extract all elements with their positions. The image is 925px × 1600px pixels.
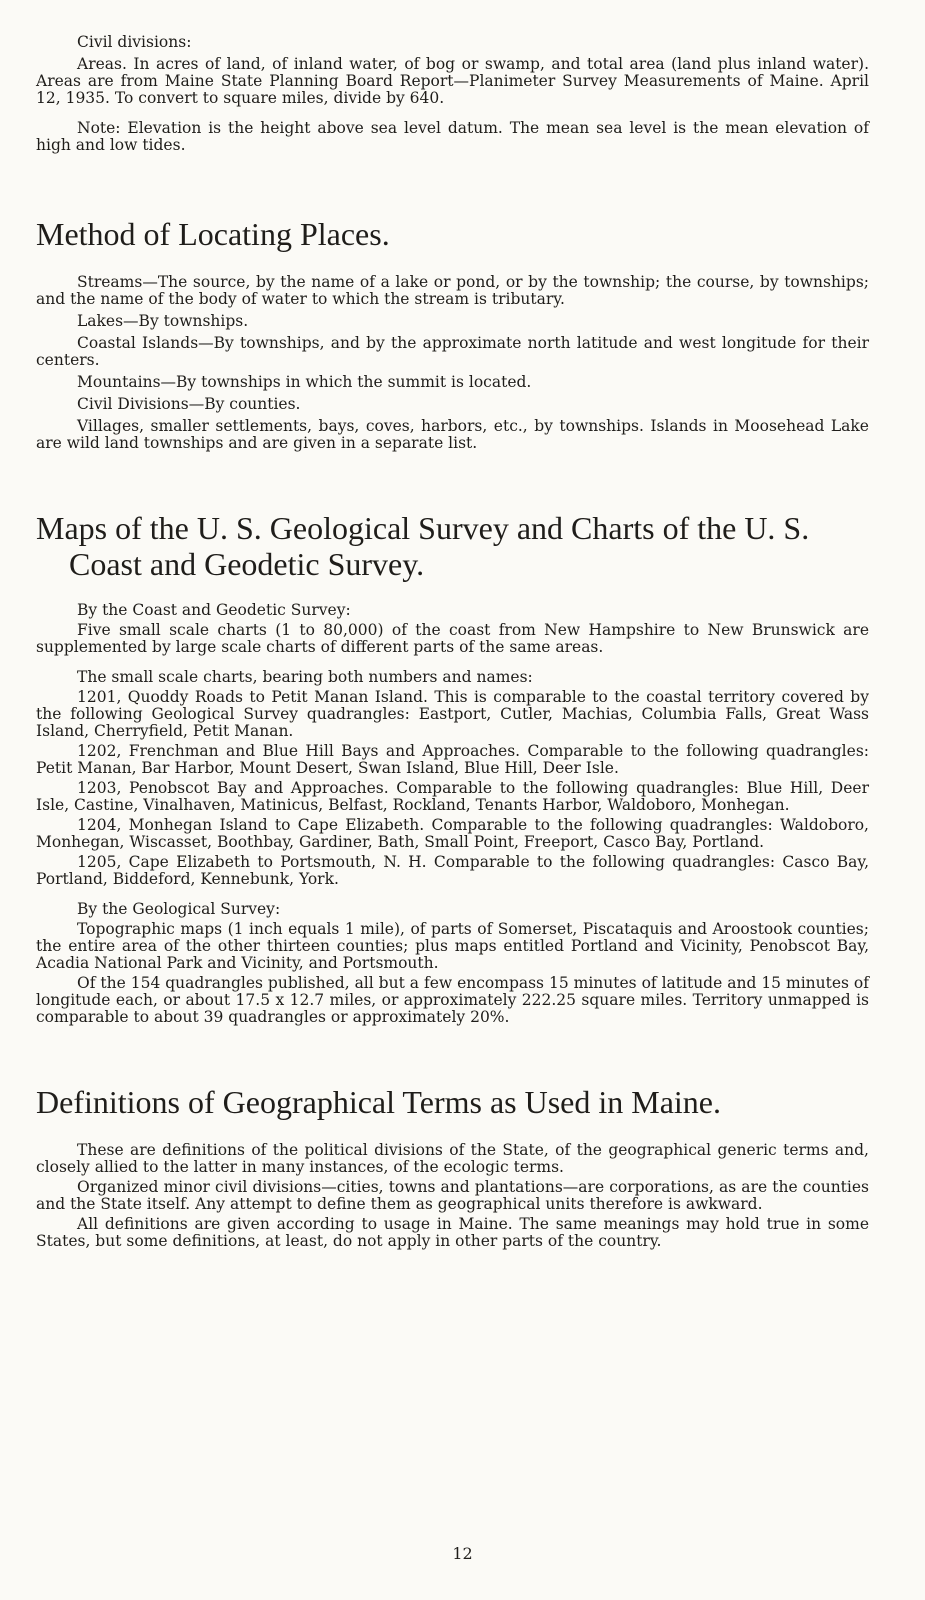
definitions-intro: These are definitions of the political divisions of the State, of the geographical generic terms and, closely allied to the latter in many instances, of the ecologic terms.	[36, 1141, 869, 1176]
maps-chart-1205: 1205, Cape Elizabeth to Portsmouth, N. H. Comparable to the following quadrangles: Casco Bay, Portland, Biddeford, Kennebunk, York.	[36, 853, 869, 888]
intro-note-paragraph: Note: Elevation is the height above sea level datum. The mean sea level is the mean elevation of high and low tides.	[36, 119, 869, 154]
definitions-section	[36, 1142, 869, 1250]
maps-geological-survey-label: By the Geological Survey:	[77, 900, 281, 918]
maps-chart-1204: 1204, Monhegan Island to Cape Elizabeth. Comparable to the following quadrangles: Waldoboro, Monhegan, Wiscasset, Boothbay, Gardiner, Bath, Small Point, Freeport, Casco Bay, Portland.	[36, 816, 869, 851]
locating-mountains: Mountains—By townships in which the summit is located.	[77, 373, 532, 391]
maps-quadrangles-published: Of the 154 quadrangles published, all but a few encompass 15 minutes of latitude and 15 minutes of longitude each, or about 17.5 x 12.7 miles, or approximately 222.25 square miles. Territory unmapped is comparable to about 39 quadrangles or approximately 20%.	[36, 974, 869, 1026]
definitions-civil-divisions: Organized minor civil divisions—cities, towns and plantations—are corporations, as are the counties and the State itself. Any attempt to define them as geographical units therefore is awkward.	[36, 1178, 869, 1213]
intro-civil-divisions: Civil divisions:	[77, 33, 192, 51]
definitions-usage: All definitions are given according to usage in Maine. The same meanings may hold true in some States, but some definitions, at least, do not apply in other parts of the country.	[36, 1215, 869, 1250]
intro-section	[36, 34, 869, 154]
page-number: 12	[452, 1544, 473, 1563]
locating-heading: Method of Locating Places.	[36, 216, 390, 252]
maps-heading: Maps of the U. S. Geological Survey and Charts of the U. S. Coast and Geodetic Survey.	[36, 510, 810, 582]
maps-coast-survey-label: By the Coast and Geodetic Survey:	[77, 601, 351, 619]
locating-lakes: Lakes—By townships.	[77, 312, 249, 330]
maps-charts-intro: The small scale charts, bearing both numbers and names:	[77, 668, 533, 686]
maps-small-scale-charts: Five small scale charts (1 to 80,000) of the coast from New Hampshire to New Brunswick are supplemented by large scale charts of different parts of the same areas.	[36, 621, 869, 656]
maps-topographic-maps: Topographic maps (1 inch equals 1 mile), of parts of Somerset, Piscataquis and Aroostook counties; the entire area of the other thirteen counties; plus maps entitled Portland and Vicinity, Penobscot Bay, Acadia National Park and Vicinity, and Portsmouth.	[36, 920, 869, 972]
locating-villages: Villages, smaller settlements, bays, coves, harbors, etc., by townships. Islands in Moosehead Lake are wild land townships and are given in a separate list.	[36, 417, 869, 452]
intro-areas-paragraph: Areas. In acres of land, of inland water, of bog or swamp, and total area (land plus inland water). Areas are from Maine State Planning Board Report—Planimeter Survey Measurements of Maine. April 12, 1935. To convert to square miles, divide by 640.	[36, 55, 869, 107]
maps-chart-1202: 1202, Frenchman and Blue Hill Bays and Approaches. Comparable to the following quadrangles: Petit Manan, Bar Harbor, Mount Desert, Swan Island, Blue Hill, Deer Isle.	[36, 742, 869, 777]
locating-coastal-islands: Coastal Islands—By townships, and by the approximate north latitude and west longitude for their centers.	[36, 334, 869, 369]
maps-chart-1201: 1201, Quoddy Roads to Petit Manan Island. This is comparable to the coastal territory covered by the following Geological Survey quadrangles: Eastport, Cutler, Machias, Columbia Falls, Great Wass Island, Cherryfield, Petit Manan.	[36, 688, 869, 740]
maps-section	[36, 602, 869, 1026]
locating-civil-divisions: Civil Divisions—By counties.	[77, 395, 301, 413]
locating-streams: Streams—The source, by the name of a lake or pond, or by the township; the course, by townships; and the name of the body of water to which the stream is tributary.	[36, 273, 869, 308]
maps-chart-1203: 1203, Penobscot Bay and Approaches. Comparable to the following quadrangles: Blue Hill, Deer Isle, Castine, Vinalhaven, Matinicus, Belfast, Rockland, Tenants Harbor, Waldoboro, Monhegan.	[36, 779, 869, 814]
locating-section	[36, 274, 869, 452]
definitions-heading: Definitions of Geographical Terms as Used in Maine.	[36, 1084, 721, 1120]
